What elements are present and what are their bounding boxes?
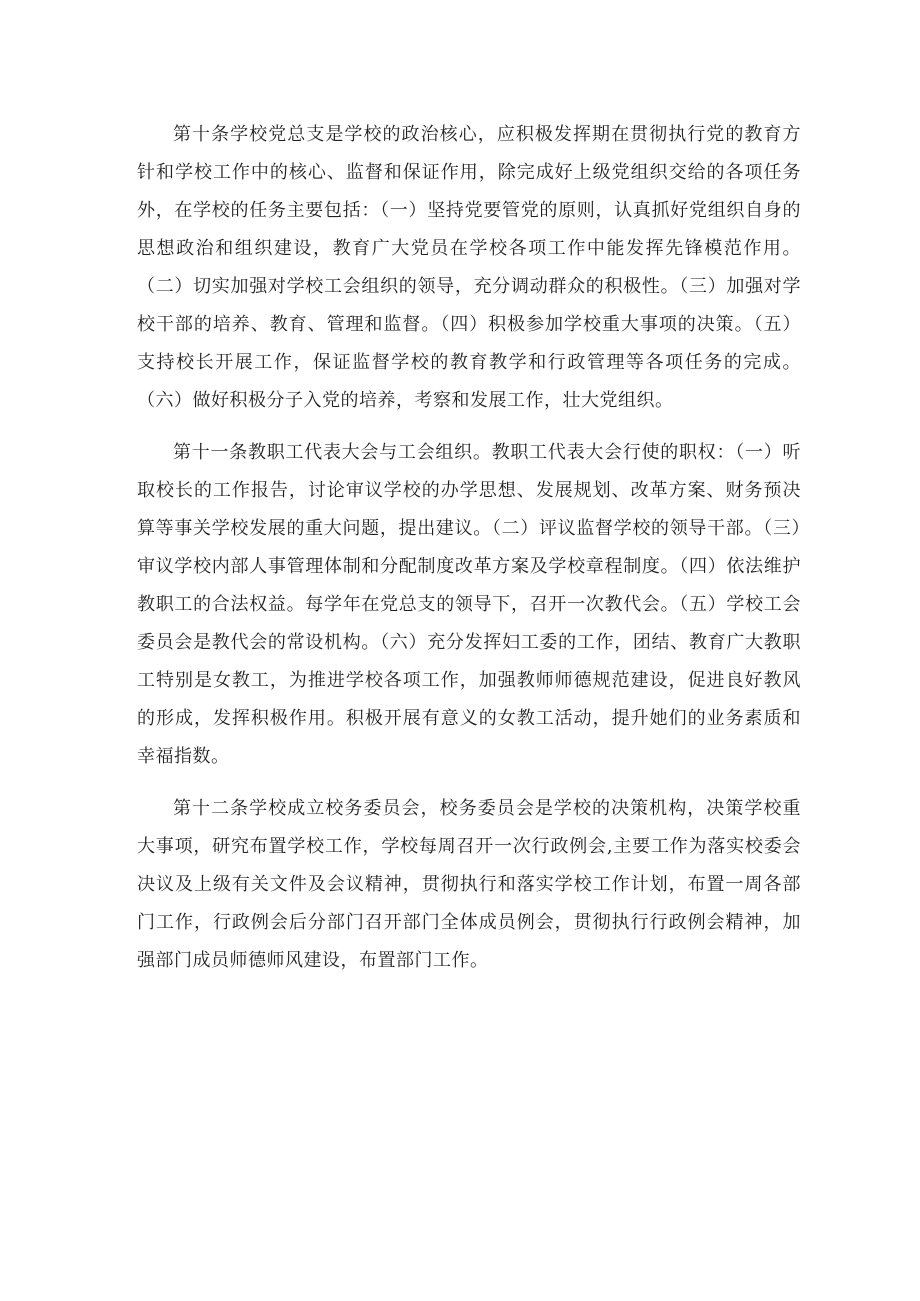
article-11-paragraph: 第十一条教职工代表大会与工会组织。教职工代表大会行使的职权：（一）听取校长的工作报告，讨论审议学校的办学思想、发展规划、改革方案、财务预决算等事关学校发展的重大问题，提出建议。（二）评议监督学校的领导干部。（三）审议学校内部人事管理体制和分配制度改革方案及学校章程制度。（四）依法维护教职工的合法权益。每学年在党总支的领导下，召开一次教代会。（五）学校工会委员会是教代会的常设机构。（六）充分发挥妇工委的工作，团结、教育广大教职工特别是女教工，为推进学校各项工作，加强教师师德规范建设，促进良好教风的形成，发挥积极作用。积极开展有意义的女教工活动，提升她们的业务素质和幸福指数。 xyxy=(137,442,801,767)
article-10-paragraph: 第十条学校党总支是学校的政治核心，应积极发挥期在贯彻执行党的教育方针和学校工作中的核心、监督和保证作用，除完成好上级党组织交给的各项任务外，在学校的任务主要包括：（一）坚持党要管党的原则，认真抓好党组织自身的思想政治和组织建设，教育广大党员在学校各项工作中能发挥先锋模范作用。（二）切实加强对学校工会组织的领导，充分调动群众的积极性。（三）加强对学校干部的培养、教育、管理和监督。（四）积极参加学校重大事项的决策。（五）支持校长开展工作，保证监督学校的教育教学和行政管理等各项任务的完成。（六）做好积极分子入党的培养，考察和发展工作，壮大党组织。 xyxy=(137,124,801,411)
document-body xyxy=(137,116,801,994)
article-12-paragraph: 第十二条学校成立校务委员会，校务委员会是学校的决策机构，决策学校重大事项，研究布置学校工作，学校每周召开一次行政例会,主要工作为落实校委会决议及上级有关文件及会议精神，贯彻执行和落实学校工作计划，布置一周各部门工作，行政例会后分部门召开部门全体成员例会，贯彻执行行政例会精神，加强部门成员师德师风建设，布置部门工作。 xyxy=(137,798,801,971)
